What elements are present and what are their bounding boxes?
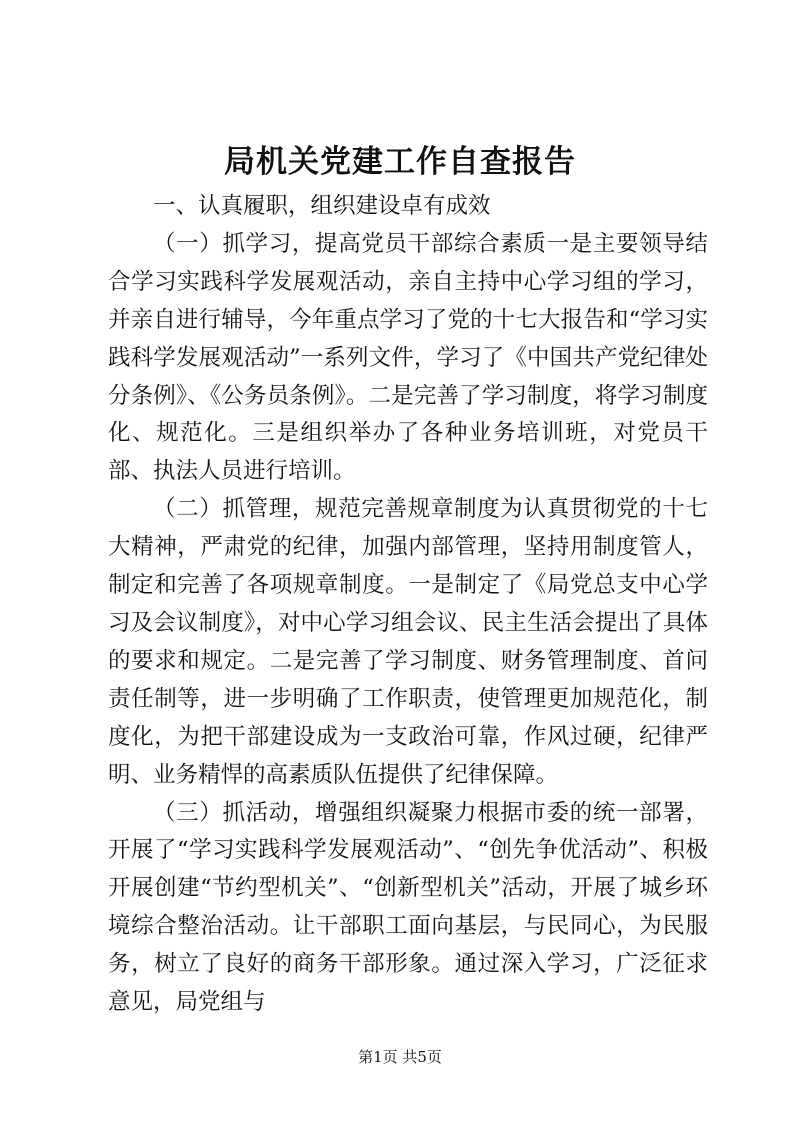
paragraph-management: （二）抓管理，规范完善规章制度为认真贯彻党的十七大精神，严肃党的纪律，加强内部管理，坚持用制度管人，制定和完善了各项规章制度。一是制定了《局党总支中心学习及会议制度》，对中心学习组会议、民主生活会提出了具体的要求和规定。二是完善了学习制度、财务管理制度、首问责任制等，进一步明确了工作职责，使管理更加规范化，制度化，为把干部建设成为一支政治可靠，作风过硬，纪律严明、业务精悍的高素质队伍提供了纪律保障。 (108, 496, 708, 788)
paragraph-study: （一）抓学习，提高党员干部综合素质一是主要领导结合学习实践科学发展观活动，亲自主持中心学习组的学习，并亲自进行辅导，今年重点学习了党的十七大报告和“学习实践科学发展观活动”一系列文件，学习了《中国共产党纪律处分条例》、《公务员条例》。二是完善了学习制度，将学习制度化、规范化。三是组织举办了各种业务培训班，对党员干部、执法人员进行培训。 (108, 230, 708, 485)
page-number-footer: 第1页 共5页 (358, 1048, 442, 1066)
page-title: 局机关党建工作自查报告 (224, 144, 576, 180)
document-body (108, 188, 708, 1022)
paragraph-activities: （三）抓活动，增强组织凝聚力根据市委的统一部署，开展了“学习实践科学发展观活动”、“创先争优活动”、积极开展创建“节约型机关”、“创新型机关”活动，开展了城乡环境综合整治活动。让干部职工面向基层，与民同心，为民服务，树立了良好的商务干部形象。通过深入学习，广泛征求意见，局党组与 (108, 799, 708, 1016)
section-heading: 一、认真履职，组织建设卓有成效 (153, 193, 491, 219)
